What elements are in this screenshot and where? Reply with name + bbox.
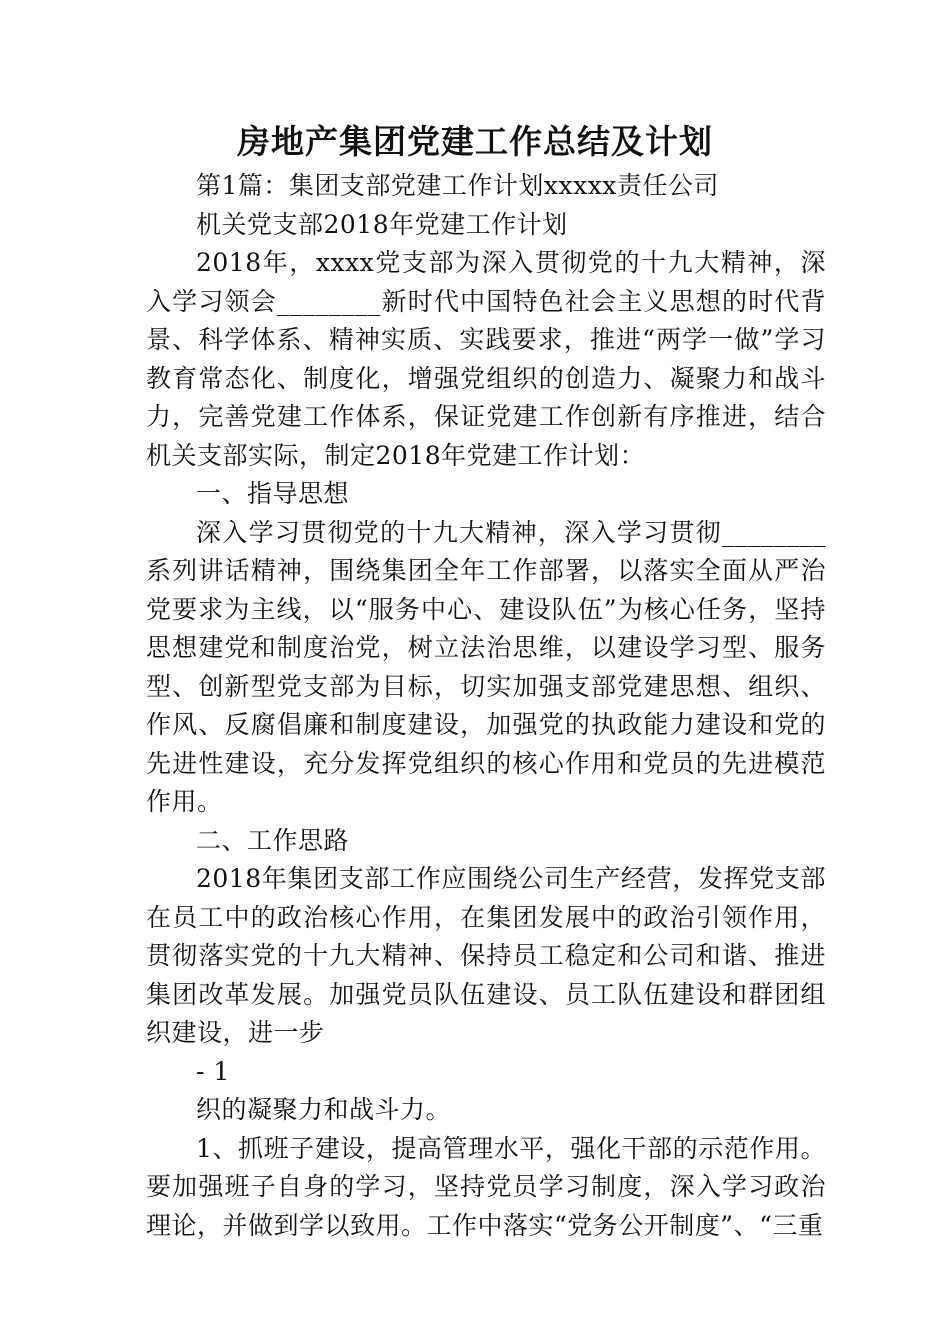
page-number: - 1: [196, 1056, 230, 1086]
section-heading-guiding-thought: 一、指导思想: [196, 479, 350, 508]
plan-heading: 机关党支部2018年党建工作计划: [196, 209, 568, 239]
paragraph-intro: 2018年，xxxx党支部为深入贯彻党的十九大精神，深入学习领会________新时代中国特色社会主义思想的时代背景、科学体系、精神实质、实践要求，推进“两学一做”学习教育常态化、制度化，增强党组织的创造力、凝聚力和战斗力，完善党建工作体系，保证党建工作创新有序推进，结合机关支部实际，制定2018年党建工作计划：: [146, 248, 826, 470]
paragraph-continuation: 织的凝聚力和战斗力。: [196, 1095, 452, 1124]
paragraph-work-approach: 2018年集团支部工作应围绕公司生产经营，发挥党支部在员工中的政治核心作用，在集团发展中的政治引领作用，贯彻落实党的十九大精神、保持员工稳定和公司和谐、推进集团改革发展。加强党员队伍建设、员工队伍建设和群团组织建设，进一步: [146, 864, 826, 1047]
paragraph-team-building: 1、抓班子建设，提高管理水平，强化干部的示范作用。要加强班子自身的学习，坚持党员学习制度，深入学习政治理论，并做到学以致用。工作中落实“党务公开制度”、“三重: [146, 1133, 826, 1240]
paragraph-guiding-thought: 深入学习贯彻党的十九大精神，深入学习贯彻________系列讲话精神，围绕集团全年工作部署，以落实全面从严治党要求为主线，以“服务中心、建设队伍”为核心任务，坚持思想建党和制度治党，树立法治思维，以建设学习型、服务型、创新型党支部为目标，切实加强支部党建思想、组织、作风、反腐倡廉和制度建设，加强党的执政能力建设和党的先进性建设，充分发挥党组织的核心作用和党员的先进模范作用。: [146, 517, 826, 816]
document-title: 房地产集团党建工作总结及计划: [237, 122, 713, 161]
section-heading-work-approach: 二、工作思路: [196, 825, 350, 855]
subtitle-line: 第1篇：集团支部党建工作计划xxxxx责任公司: [196, 171, 719, 200]
document-body: [146, 167, 826, 1245]
